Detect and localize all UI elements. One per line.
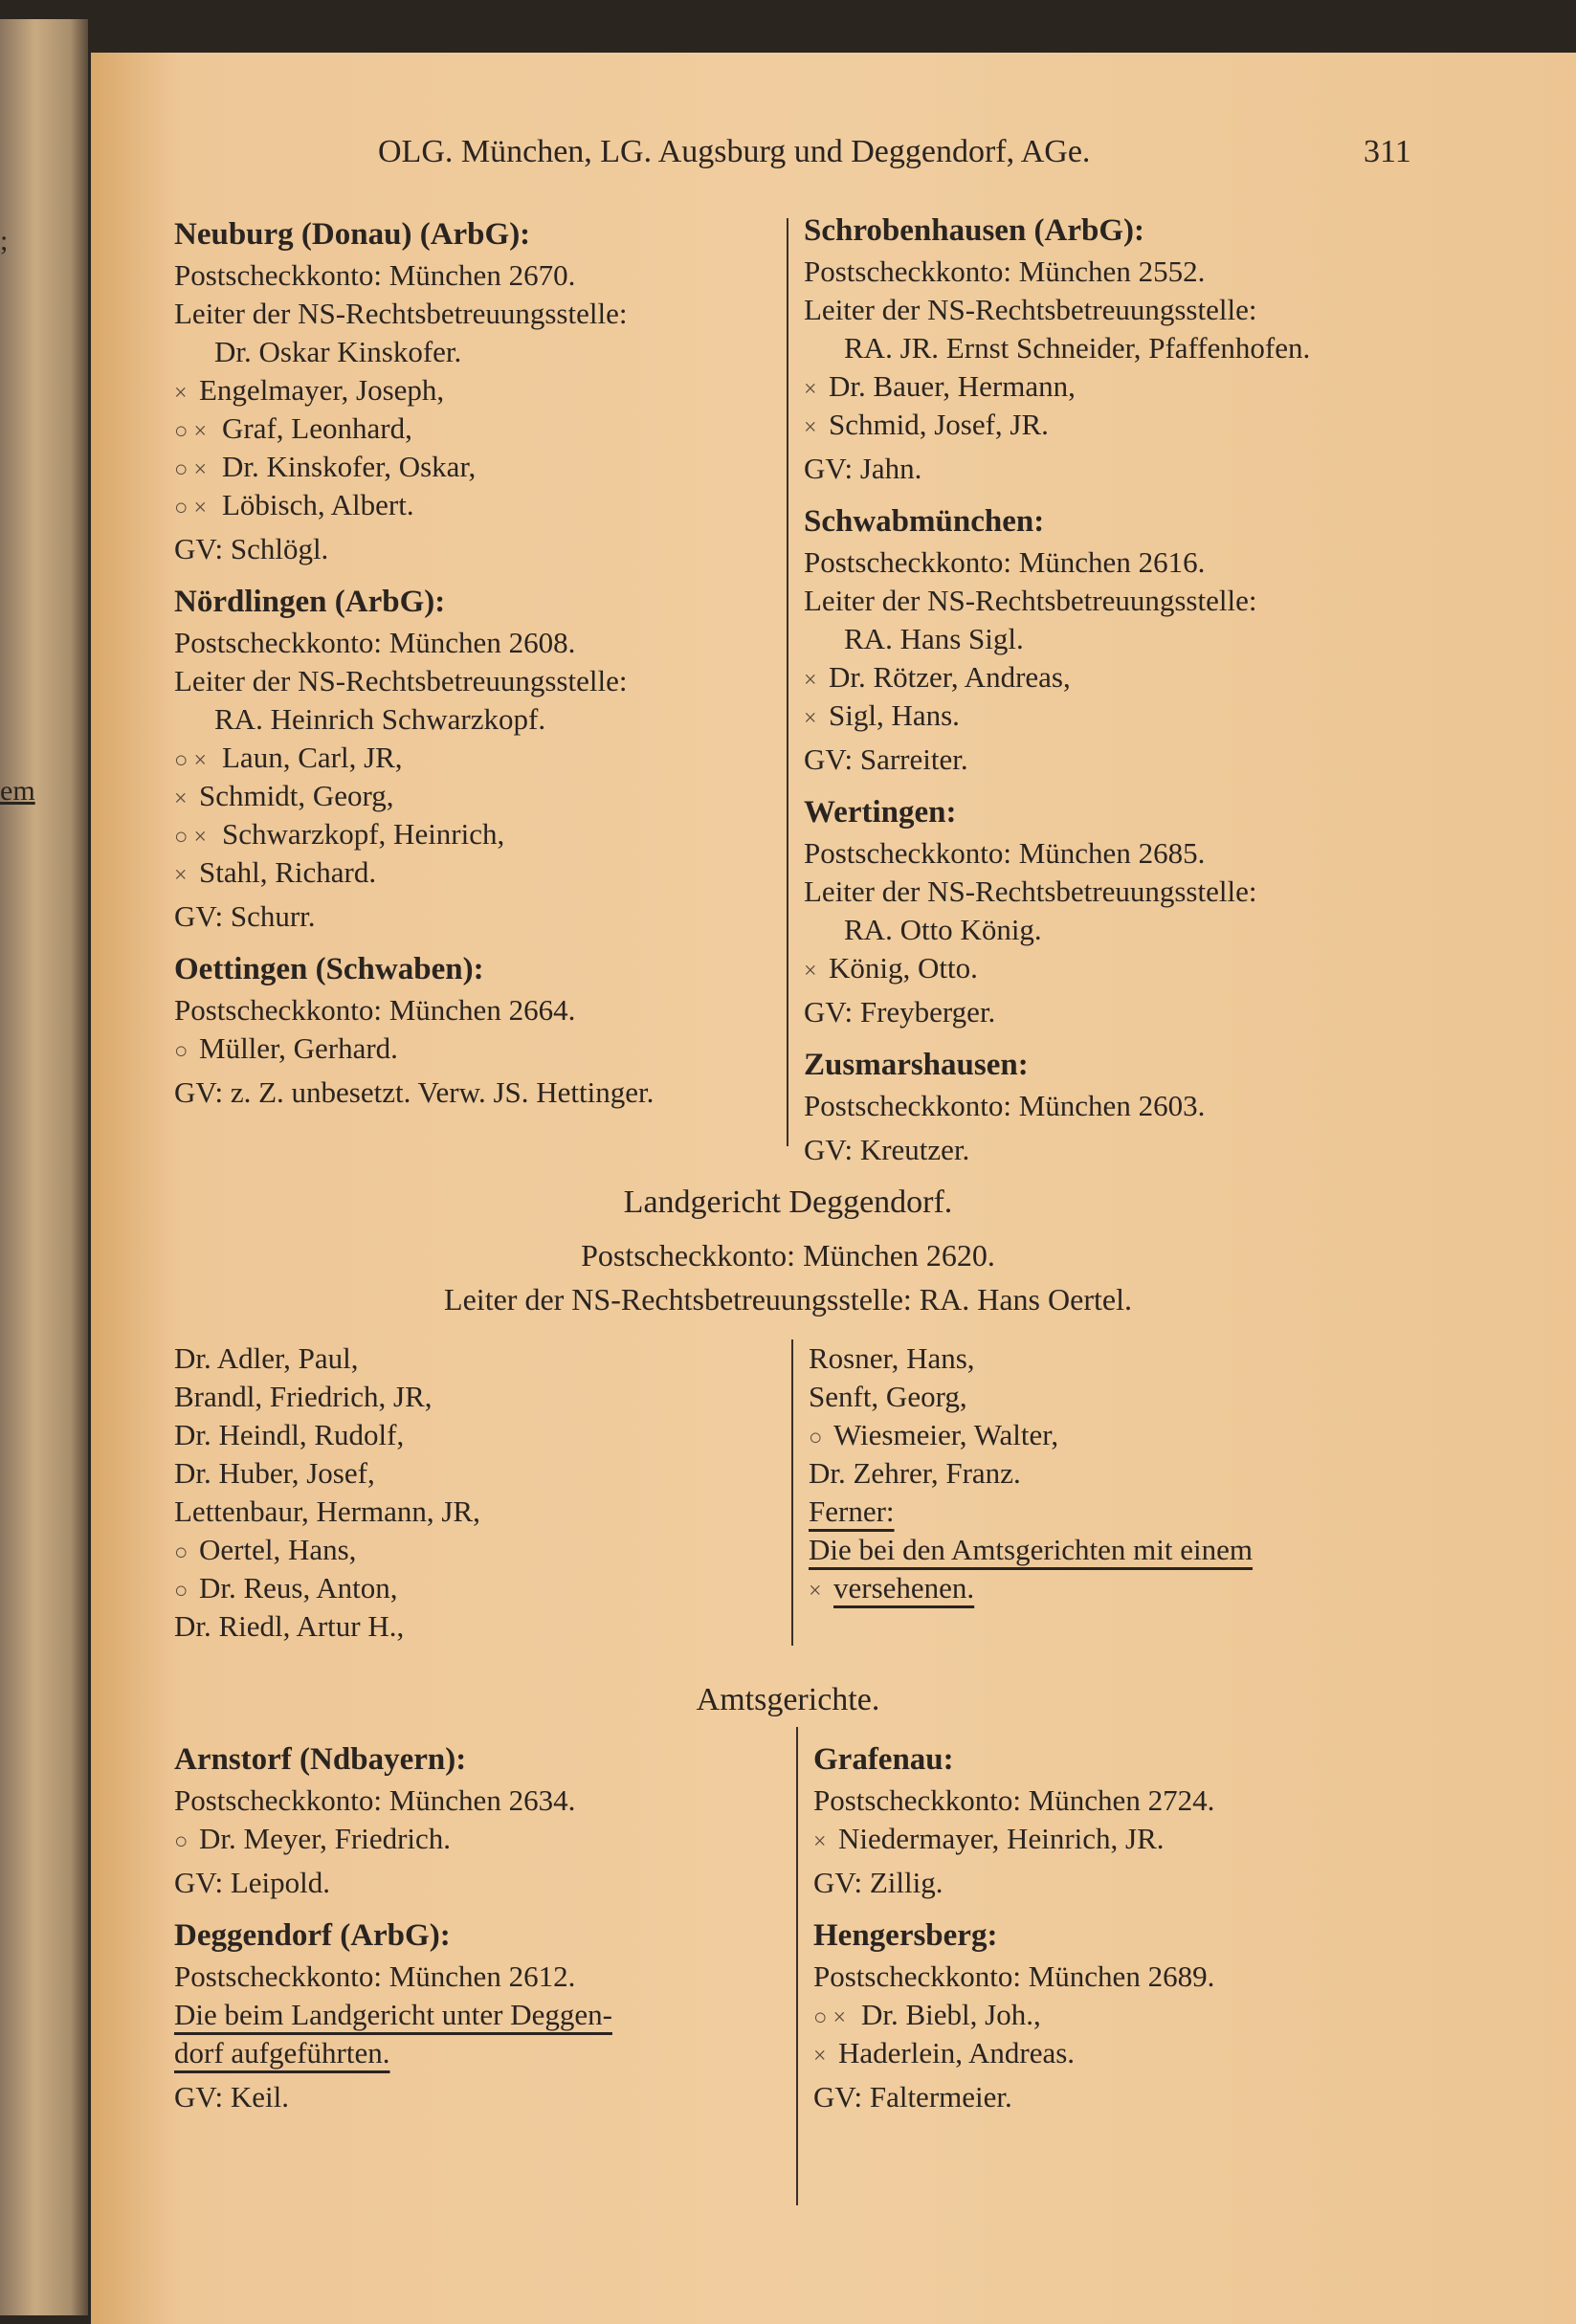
lawyer-entry [804, 949, 1435, 987]
entry-marker-icon: ○ [809, 1426, 823, 1450]
amtsgerichte-list-right [813, 1737, 1445, 2116]
line-text: Postscheckkonto: München 2634. [174, 1783, 576, 1817]
line-text: Dr. Adler, Paul, [174, 1341, 359, 1375]
line-text: Niedermayer, Heinrich, JR. [838, 1822, 1165, 1855]
court-heading [174, 1914, 806, 1958]
line-text: Dr. Kinskofer, Oskar, [222, 450, 477, 483]
line-text: Postscheckkonto: München 2603. [804, 1089, 1206, 1122]
line-text: Postscheckkonto: München 2552. [804, 255, 1206, 288]
line-text: Dr. Reus, Anton, [199, 1571, 398, 1605]
entry-marker-icon: × [804, 415, 817, 440]
text-line [804, 911, 1435, 949]
text-line [804, 253, 1435, 291]
line-text: Oertel, Hans, [199, 1533, 357, 1566]
column-divider [787, 218, 788, 1146]
text-line [174, 295, 806, 333]
entry-marker-icon: ○ × [174, 419, 208, 444]
court-heading [813, 1914, 1445, 1958]
gv-line [804, 993, 1435, 1031]
landgericht-title: Landgericht Deggendorf. [623, 1184, 953, 1220]
line-text: Lettenbaur, Hermann, JR, [174, 1494, 480, 1528]
column-divider [791, 1339, 793, 1646]
court-heading [813, 1737, 1445, 1782]
line-text: GV: Schurr. [174, 899, 316, 933]
gv-line [804, 450, 1435, 488]
line-text: Die bei den Amtsgerichten mit einem [809, 1533, 1254, 1566]
line-text: Brandl, Friedrich, JR, [174, 1380, 433, 1413]
text-line [804, 873, 1435, 911]
line-text: GV: Leipold. [174, 1866, 331, 1899]
line-text: Postscheckkonto: München 2664. [174, 993, 576, 1027]
line-text: Leiter der NS-Rechtsbetreuungsstelle: [804, 874, 1257, 908]
facing-page-fragment: ; [0, 225, 9, 256]
text-line [174, 333, 806, 371]
entry-marker-icon: × [804, 706, 817, 731]
entry-marker-icon: ○ × [174, 825, 208, 850]
line-text: Leiter der NS-Rechtsbetreuungsstelle: [804, 293, 1257, 326]
entry-marker-icon: ○ × [174, 748, 208, 773]
line-text: RA. JR. Ernst Schneider, Pfaffenhofen. [844, 331, 1311, 365]
gv-line [174, 897, 806, 936]
lawyer-entry [174, 1029, 806, 1068]
line-text: RA. Heinrich Schwarzkopf. [214, 702, 546, 736]
line-text: Postscheckkonto: München 2689. [813, 1959, 1215, 1993]
line-text: Leiter der NS-Rechtsbetreuungsstelle: [804, 584, 1257, 617]
line-text: Engelmayer, Joseph, [199, 373, 445, 407]
line-text: Hengersberg: [813, 1918, 998, 1953]
line-text: Deggendorf (ArbG): [174, 1918, 451, 1953]
landgericht-list-right [809, 1339, 1440, 1607]
line-text: Schwabmünchen: [804, 504, 1045, 539]
gv-line [804, 741, 1435, 779]
line-text: RA. Otto König. [844, 913, 1042, 946]
line-text: versehenen. [833, 1571, 975, 1605]
lawyer-entry [809, 1416, 1440, 1454]
text-line [804, 620, 1435, 658]
text-line [174, 1958, 806, 1996]
line-text: Graf, Leonhard, [222, 411, 412, 445]
lawyer-entry [174, 1569, 806, 1607]
facing-page-edge [0, 19, 88, 2315]
lawyer-entry [804, 367, 1435, 406]
gv-line [813, 1864, 1445, 1902]
facing-page-fragment: em [0, 775, 35, 807]
text-line [813, 1782, 1445, 1820]
text-line [174, 700, 806, 739]
line-text: Haderlein, Andreas. [838, 2036, 1076, 2069]
text-line [174, 662, 806, 700]
entry-marker-icon: ○ [174, 1039, 189, 1064]
lawyer-entry [174, 409, 806, 448]
line-text: Stahl, Richard. [199, 855, 377, 889]
entry-marker-icon: × [813, 2044, 827, 2069]
line-text: dorf aufgeführten. [174, 2036, 390, 2069]
line-text: Wertingen: [804, 795, 957, 830]
lawyer-entry [174, 815, 806, 853]
lawyer-entry [174, 1339, 806, 1378]
line-text: Zusmarshausen: [804, 1048, 1029, 1082]
text-line [804, 543, 1435, 582]
text-line [809, 1569, 1440, 1607]
line-text: GV: Faltermeier. [813, 2080, 1012, 2114]
line-text: Dr. Riedl, Artur H., [174, 1609, 405, 1643]
entry-marker-icon: ○ [174, 1579, 189, 1604]
line-text: Die beim Landgericht unter Deggen- [174, 1998, 612, 2031]
line-text: GV: z. Z. unbesetzt. Verw. JS. Hettinger. [174, 1075, 655, 1109]
entry-marker-icon: × [804, 668, 817, 693]
running-header: OLG. München, LG. Augsburg und Deggendorf, AGe. [378, 134, 1091, 169]
line-text: Leiter der NS-Rechtsbetreuungsstelle: [174, 664, 628, 697]
line-text: Postscheckkonto: München 2670. [174, 258, 576, 292]
column-top-left [174, 212, 806, 1112]
lawyer-entry [809, 1454, 1440, 1493]
line-text: GV: Schlögl. [174, 532, 329, 565]
line-text: GV: Freyberger. [804, 995, 996, 1029]
line-text: Rosner, Hans, [809, 1341, 975, 1375]
lawyer-entry [809, 1339, 1440, 1378]
line-text: Sigl, Hans. [829, 698, 960, 732]
text-line [804, 582, 1435, 620]
line-text: Schwarzkopf, Heinrich, [222, 817, 505, 851]
text-line [174, 1782, 806, 1820]
landgericht-leiter: Leiter der NS-Rechtsbetreuungsstelle: RA. Hans Oertel. [444, 1282, 1132, 1317]
line-text: Schrobenhausen (ArbG): [804, 213, 1145, 248]
gv-line [804, 1131, 1435, 1169]
entry-marker-icon: × [804, 959, 817, 984]
line-text: Löbisch, Albert. [222, 488, 414, 521]
lawyer-entry [813, 2034, 1445, 2072]
line-text: Dr. Meyer, Friedrich. [199, 1822, 452, 1855]
text-line [804, 1087, 1435, 1125]
line-text: Dr. Zehrer, Franz. [809, 1456, 1021, 1490]
line-text: Postscheckkonto: München 2724. [813, 1783, 1215, 1817]
gv-line [174, 2078, 806, 2116]
lawyer-entry [174, 1493, 806, 1531]
lawyer-entry [809, 1378, 1440, 1416]
line-text: Postscheckkonto: München 2616. [804, 545, 1206, 579]
entry-marker-icon: × [813, 1829, 827, 1854]
lawyer-entry [174, 1531, 806, 1569]
court-heading [174, 580, 806, 624]
gv-line [813, 2078, 1445, 2116]
gv-line [174, 1073, 806, 1112]
line-text: Postscheckkonto: München 2608. [174, 626, 576, 659]
entry-marker-icon: × [809, 1579, 822, 1604]
court-heading [804, 1043, 1435, 1087]
landgericht-postscheck: Postscheckkonto: München 2620. [581, 1238, 995, 1273]
line-text: Schmid, Josef, JR. [829, 408, 1049, 441]
amtsgerichte-title: Amtsgerichte. [696, 1682, 880, 1717]
line-text: Dr. Bauer, Hermann, [829, 369, 1076, 403]
line-text: Wiesmeier, Walter, [833, 1418, 1059, 1451]
line-text: Grafenau: [813, 1742, 954, 1777]
line-text: Schmidt, Georg, [199, 779, 394, 812]
entry-marker-icon: × [174, 863, 188, 888]
line-text: RA. Hans Sigl. [844, 622, 1024, 655]
lawyer-entry [174, 1607, 806, 1646]
lawyer-entry [804, 658, 1435, 697]
court-heading [804, 209, 1435, 253]
entry-marker-icon: ○ × [813, 2005, 847, 2030]
line-text: Dr. Heindl, Rudolf, [174, 1418, 405, 1451]
line-text: GV: Sarreiter. [804, 742, 968, 776]
lawyer-entry [174, 1416, 806, 1454]
line-text: Nördlingen (ArbG): [174, 585, 446, 619]
line-text: Ferner: [809, 1494, 895, 1528]
court-heading [804, 790, 1435, 834]
lawyer-entry [174, 486, 806, 524]
entry-marker-icon: ○ × [174, 496, 208, 520]
entry-marker-icon: ○ [174, 1540, 189, 1565]
lawyer-entry [174, 448, 806, 486]
landgericht-list-left [174, 1339, 806, 1646]
line-text: Senft, Georg, [809, 1380, 967, 1413]
lawyer-entry [804, 406, 1435, 444]
lawyer-entry [174, 1820, 806, 1858]
text-line [174, 1996, 806, 2034]
line-text: Leiter der NS-Rechtsbetreuungsstelle: [174, 297, 628, 330]
court-heading [804, 499, 1435, 543]
text-line [174, 256, 806, 295]
line-text: Arnstorf (Ndbayern): [174, 1742, 467, 1777]
line-text: Postscheckkonto: München 2612. [174, 1959, 576, 1993]
text-line [174, 2034, 806, 2072]
text-line [809, 1493, 1440, 1531]
text-line [813, 1958, 1445, 1996]
entry-marker-icon: × [804, 377, 817, 402]
lawyer-entry [174, 853, 806, 892]
lawyer-entry [813, 1996, 1445, 2034]
line-text: Neuburg (Donau) (ArbG): [174, 217, 531, 252]
gv-line [174, 1864, 806, 1902]
lawyer-entry [174, 739, 806, 777]
page-number: 311 [1364, 134, 1411, 169]
column-divider [796, 1727, 798, 2205]
line-text: König, Otto. [829, 951, 978, 985]
lawyer-entry [174, 371, 806, 409]
line-text: GV: Keil. [174, 2080, 289, 2114]
entry-marker-icon: × [174, 381, 188, 406]
line-text: Müller, Gerhard. [199, 1031, 398, 1065]
line-text: Laun, Carl, JR, [222, 741, 403, 774]
text-line [809, 1531, 1440, 1569]
line-text: Oettingen (Schwaben): [174, 952, 484, 986]
lawyer-entry [174, 1454, 806, 1493]
entry-marker-icon: × [174, 786, 188, 811]
amtsgerichte-list-left [174, 1737, 806, 2116]
lawyer-entry [174, 1378, 806, 1416]
line-text: Dr. Oskar Kinskofer. [214, 335, 462, 368]
entry-marker-icon: ○ [174, 1829, 189, 1854]
line-text: Dr. Biebl, Joh., [861, 1998, 1041, 2031]
text-line [174, 624, 806, 662]
line-text: Dr. Rötzer, Andreas, [829, 660, 1071, 694]
text-line [804, 291, 1435, 329]
line-text: GV: Zillig. [813, 1866, 943, 1899]
text-line [804, 329, 1435, 367]
line-text: GV: Jahn. [804, 452, 922, 485]
column-top-right [804, 209, 1435, 1169]
court-heading [174, 947, 806, 991]
line-text: Dr. Huber, Josef, [174, 1456, 375, 1490]
lawyer-entry [813, 1820, 1445, 1858]
text-line [804, 834, 1435, 873]
court-heading [174, 1737, 806, 1782]
lawyer-entry [804, 697, 1435, 735]
line-text: GV: Kreutzer. [804, 1133, 970, 1166]
court-heading [174, 212, 806, 256]
entry-marker-icon: ○ × [174, 457, 208, 482]
text-line [174, 991, 806, 1029]
lawyer-entry [174, 777, 806, 815]
gv-line [174, 530, 806, 568]
line-text: Postscheckkonto: München 2685. [804, 836, 1206, 870]
